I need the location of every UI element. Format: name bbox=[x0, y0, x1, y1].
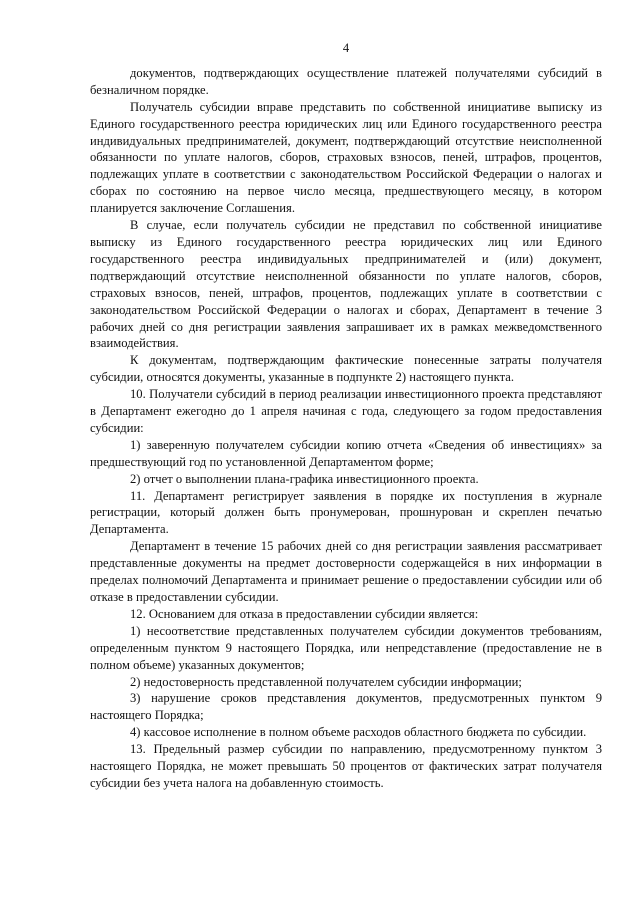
paragraph: документов, подтверждающих осуществление платежей получателями субсидий в безналичном порядке. bbox=[90, 65, 602, 97]
paragraph: 2) отчет о выполнении плана-графика инвестиционного проекта. bbox=[130, 471, 479, 486]
paragraph: 11. Департамент регистрирует заявления в порядке их поступления в журнале регистрации, который должен быть пронумерован, прошнурован и скреплен печатью Департамента. bbox=[90, 488, 602, 537]
paragraph: 3) нарушение сроков представления документов, предусмотренных пунктом 9 настоящего Порядка; bbox=[90, 691, 602, 723]
paragraph: 12. Основанием для отказа в предоставлении субсидии является: bbox=[130, 606, 479, 621]
page-number: 4 bbox=[342, 41, 350, 55]
paragraph: Департамент в течение 15 рабочих дней со дня регистрации заявления рассматривает представленные документы на предмет достоверности содержащейся в них информации в пределах полномочий Департамента и принимает решение о предоставлении субсидии или об отказе в предоставлении субсидии. bbox=[90, 539, 602, 604]
paragraph: В случае, если получатель субсидии не представил по собственной инициативе выписку из Единого государственного реестра юридических лиц или Единого государственного реестра индивидуальных предпринимателей и (или) документ, подтверждающий отсутствие неисполненной обязанности по уплате налогов, сборов, страховых взносов, пеней, штрафов, процентов, подлежащих уплате в соответствии с законодательством Российской Федерации о налогах и сборах, Департамент в течение 3 рабочих дней со дня регистрации заявления запрашивает их в рамках межведомственного взаимодействия. bbox=[90, 218, 602, 351]
paragraph: 1) заверенную получателем субсидии копию отчета «Сведения об инвестициях» за предшествующий год по установленной Департаментом форме; bbox=[90, 437, 602, 469]
paragraph: Получатель субсидии вправе представить по собственной инициативе выписку из Единого государственного реестра юридических лиц или Единого государственного реестра индивидуальных предпринимателей, документ, подтверждающий отсутствие неисполненной обязанности по уплате налогов, сборов, страховых взносов, пеней, штрафов, процентов, подлежащих уплате в соответствии с законодательством Российской Федерации о налогах и сборах по состоянию на первое число месяца, предшествующего месяцу, в котором планируется заключение Соглашения. bbox=[90, 99, 602, 216]
paragraph: 13. Предельный размер субсидии по направлению, предусмотренному пунктом 3 настоящего Порядка, не может превышать 50 процентов от фактических затрат получателя субсидии без учета налога на добавленную стоимость. bbox=[90, 742, 602, 790]
paragraph: К документам, подтверждающим фактические понесенные затраты получателя субсидии, относятся документы, указанные в подпункте 2) настоящего пункта. bbox=[90, 353, 602, 385]
paragraph: 1) несоответствие представленных получателем субсидии документов требованиям, определенным пунктом 9 настоящего Порядка, или непредставление (предоставление не в полном объеме) указанных документов; bbox=[90, 623, 602, 672]
paragraph: 4) кассовое исполнение в полном объеме расходов областного бюджета по субсидии. bbox=[130, 725, 587, 740]
document-page bbox=[90, 40, 602, 792]
paragraph: 2) недостоверность представленной получателем субсидии информации; bbox=[130, 674, 522, 689]
paragraph: 10. Получатели субсидий в период реализации инвестиционного проекта представляют в Департамент ежегодно до 1 апреля начиная с года, следующего за годом предоставления субсидии: bbox=[90, 387, 602, 435]
